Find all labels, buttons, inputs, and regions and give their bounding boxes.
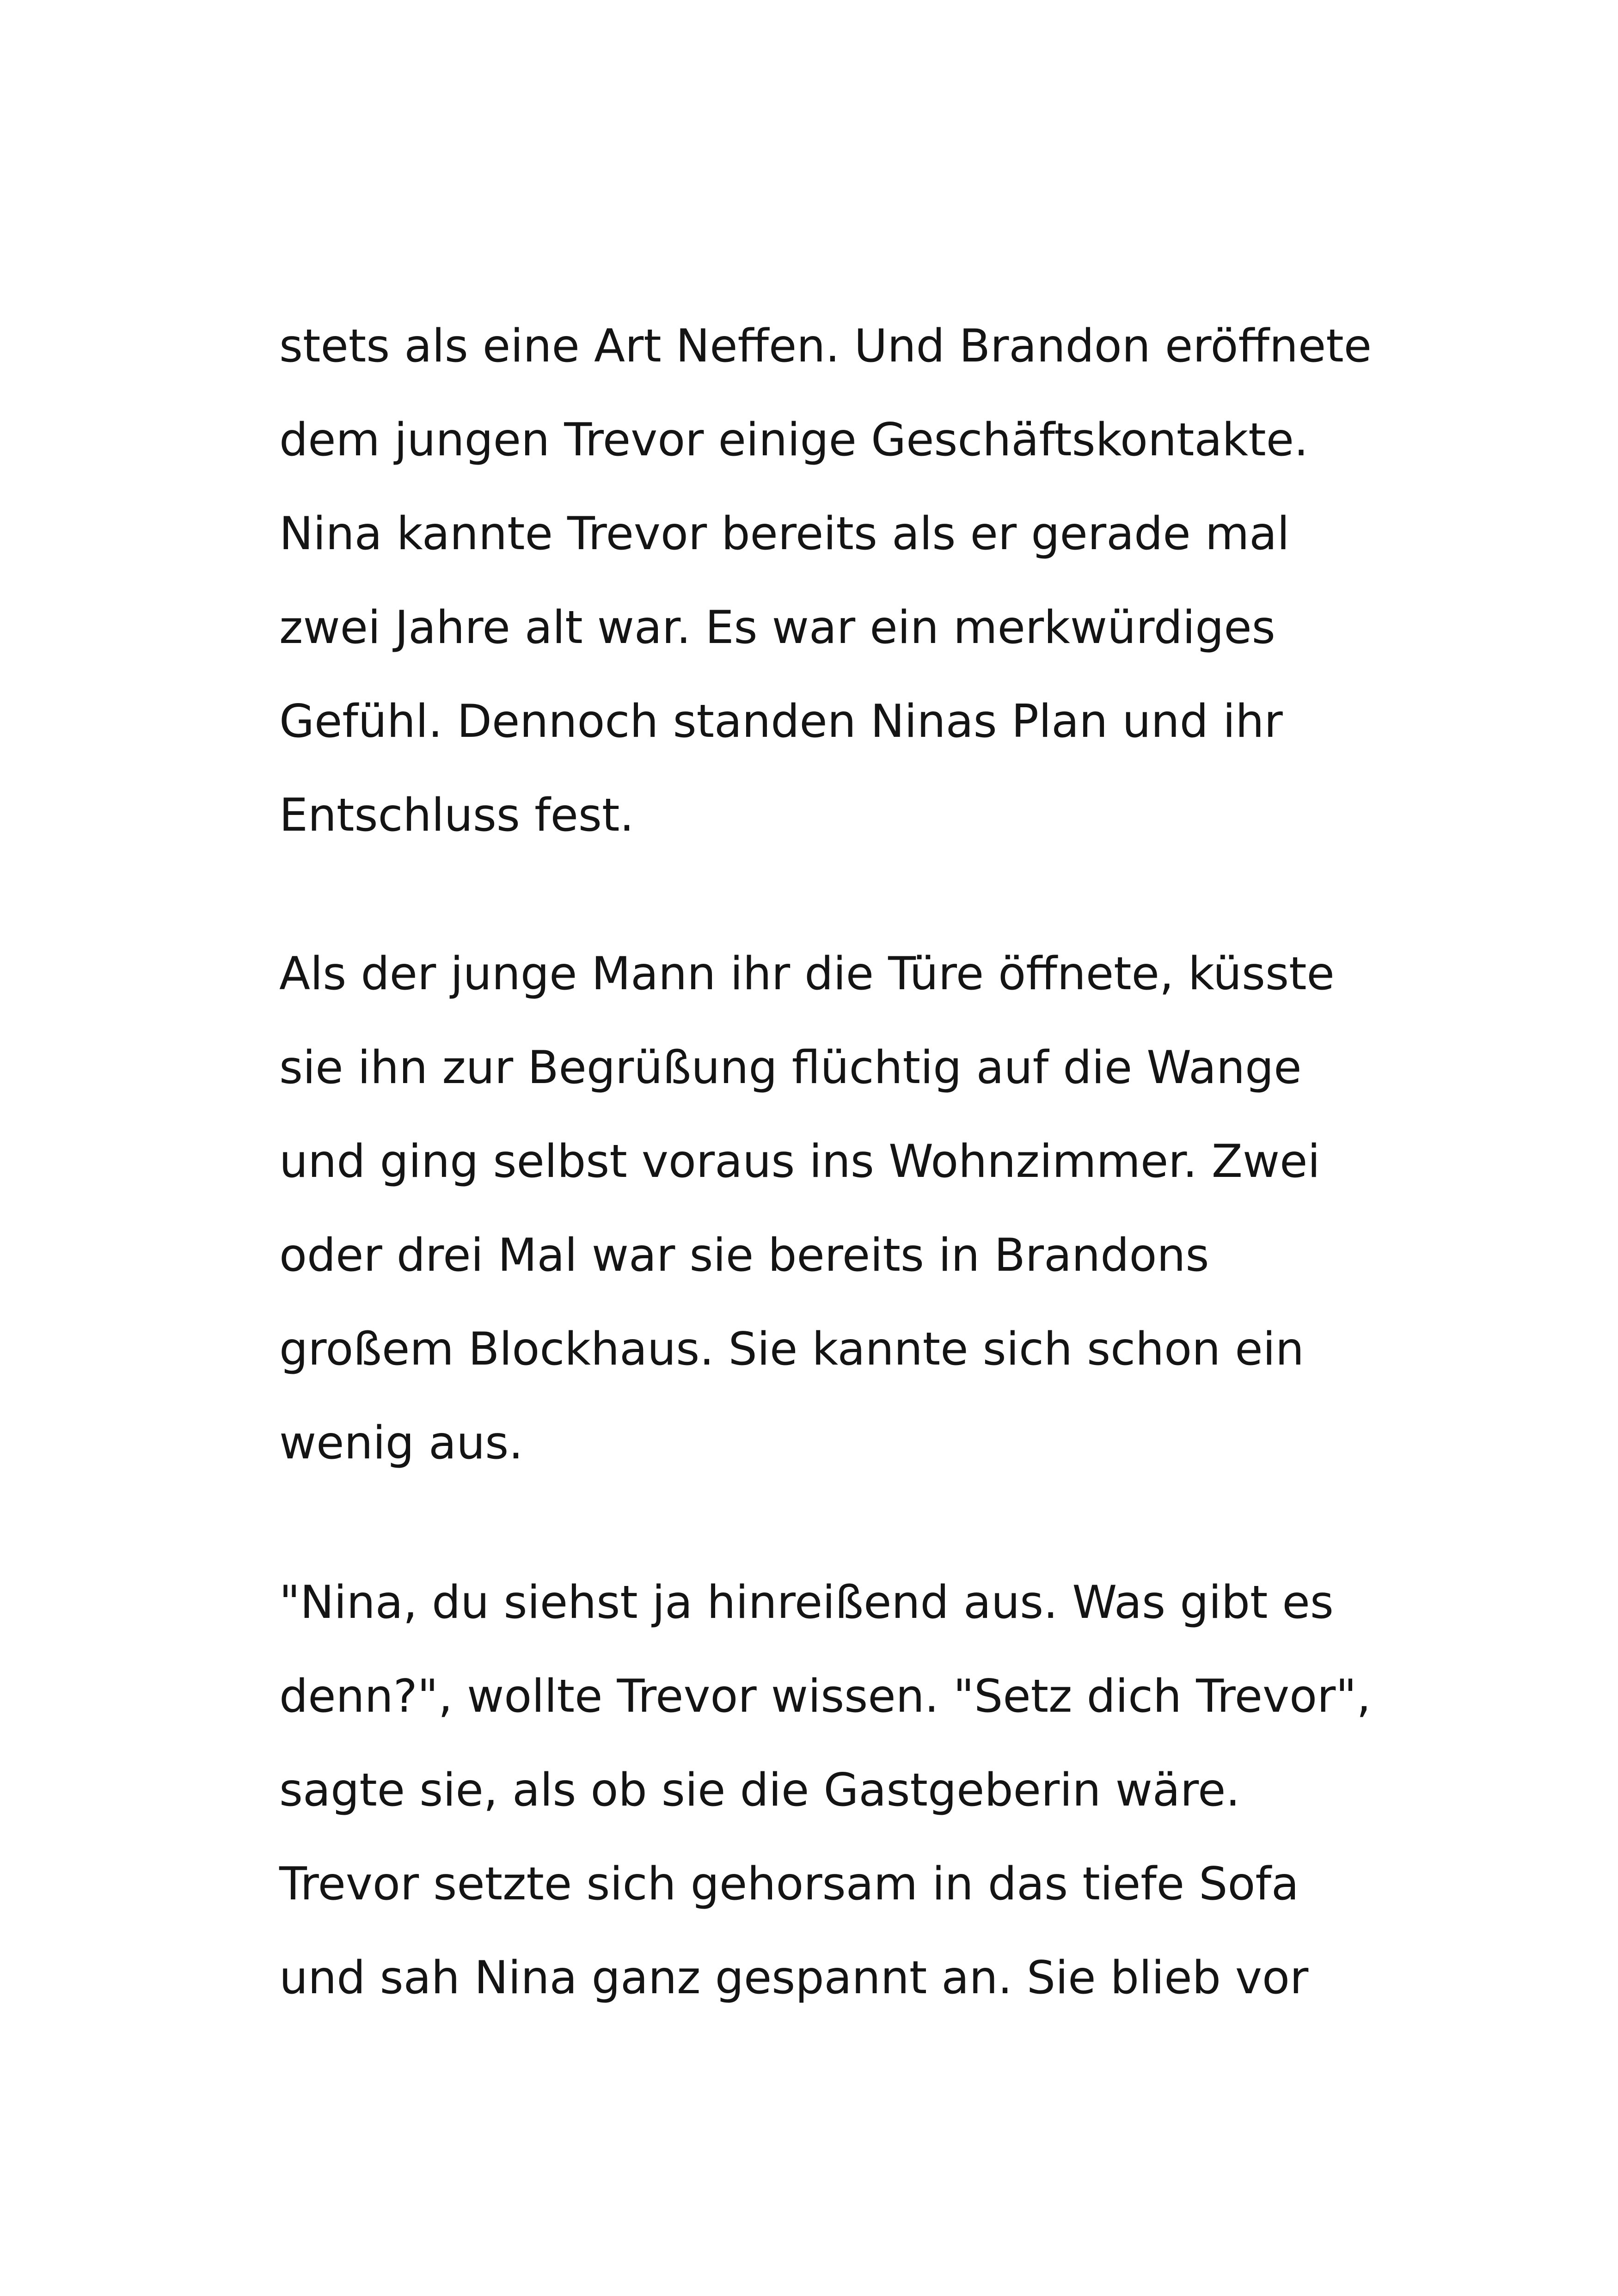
text-line: großem Blockhaus. Sie kannte sich schon ein (279, 1323, 1305, 1376)
text-line: Entschluss fest. (279, 789, 634, 842)
text-line: stets als eine Art Neffen. Und Brandon eröffnete (279, 320, 1372, 373)
text-line: Als der junge Mann ihr die Türe öffnete, küsste (279, 948, 1335, 1000)
text-line: sie ihn zur Begrüßung flüchtig auf die Wange (279, 1041, 1302, 1094)
text-line: und ging selbst voraus ins Wohnzimmer. Zwei (279, 1135, 1320, 1188)
text-line: sagte sie, als ob sie die Gastgeberin wäre. (279, 1764, 1240, 1817)
text-line: oder drei Mal war sie bereits in Brandons (279, 1229, 1209, 1282)
text-line: zwei Jahre alt war. Es war ein merkwürdiges (279, 601, 1275, 654)
text-line: und sah Nina ganz gespannt an. Sie blieb vor (279, 1952, 1309, 2004)
text-line: denn?", wollte Trevor wissen. "Setz dich Trevor", (279, 1670, 1371, 1723)
text-line: Nina kannte Trevor bereits als er gerade mal (279, 508, 1290, 560)
text-line: Gefühl. Dennoch standen Ninas Plan und ihr (279, 695, 1283, 748)
text-line: wenig aus. (279, 1417, 523, 1469)
text-line: dem jungen Trevor einige Geschäftskontakte. (279, 414, 1309, 466)
text-line: Trevor setzte sich gehorsam in das tiefe Sofa (279, 1858, 1299, 1910)
text-line: "Nina, du siehst ja hinreißend aus. Was gibt es (279, 1576, 1334, 1629)
